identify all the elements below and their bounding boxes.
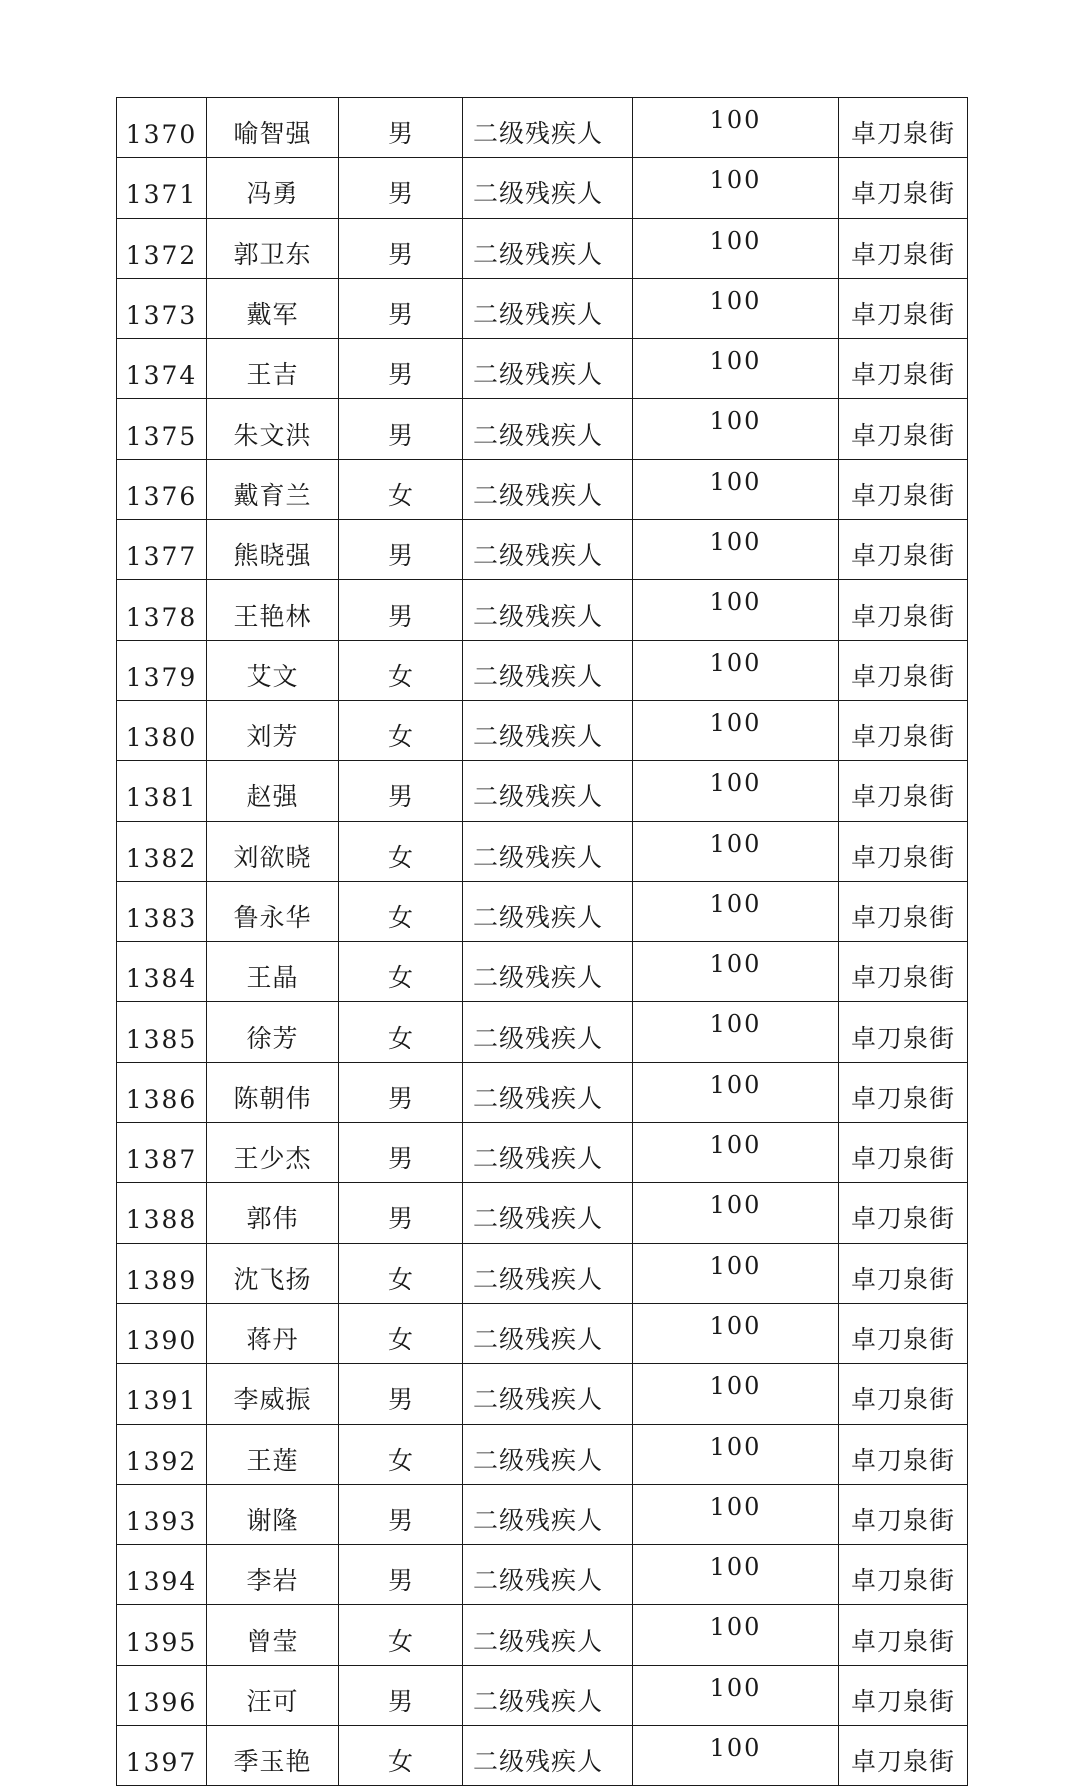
table-row xyxy=(117,1303,968,1363)
disability-level-cell: 二级残疾人 xyxy=(463,1002,633,1062)
row-number-cell: 1379 xyxy=(117,640,207,700)
gender-cell: 男 xyxy=(339,520,463,580)
street-cell: 卓刀泉街 xyxy=(839,580,968,640)
row-number-cell: 1396 xyxy=(117,1665,207,1725)
gender-cell: 女 xyxy=(339,1243,463,1303)
disability-level-cell: 二级残疾人 xyxy=(463,520,633,580)
name-cell: 郭伟 xyxy=(207,1183,339,1243)
amount-cell: 100 xyxy=(633,1123,839,1183)
table-row xyxy=(117,1183,968,1243)
amount-cell: 100 xyxy=(633,1545,839,1605)
row-number-cell: 1397 xyxy=(117,1726,207,1786)
gender-cell: 女 xyxy=(339,700,463,760)
amount-cell: 100 xyxy=(633,218,839,278)
disability-level-cell: 二级残疾人 xyxy=(463,459,633,519)
gender-cell: 男 xyxy=(339,1183,463,1243)
gender-cell: 男 xyxy=(339,1484,463,1544)
table-row xyxy=(117,399,968,459)
table-row xyxy=(117,1484,968,1544)
name-cell: 谢隆 xyxy=(207,1484,339,1544)
disability-level-cell: 二级残疾人 xyxy=(463,158,633,218)
name-cell: 汪可 xyxy=(207,1665,339,1725)
table-row xyxy=(117,98,968,158)
disability-level-cell: 二级残疾人 xyxy=(463,761,633,821)
table-row xyxy=(117,278,968,338)
amount-cell: 100 xyxy=(633,339,839,399)
gender-cell: 男 xyxy=(339,1062,463,1122)
street-cell: 卓刀泉街 xyxy=(839,1364,968,1424)
table-row xyxy=(117,1424,968,1484)
row-number-cell: 1388 xyxy=(117,1183,207,1243)
disability-level-cell: 二级残疾人 xyxy=(463,339,633,399)
disability-level-cell: 二级残疾人 xyxy=(463,821,633,881)
street-cell: 卓刀泉街 xyxy=(839,1183,968,1243)
amount-cell: 100 xyxy=(633,881,839,941)
disability-level-cell: 二级残疾人 xyxy=(463,1243,633,1303)
row-number-cell: 1373 xyxy=(117,278,207,338)
row-number-cell: 1387 xyxy=(117,1123,207,1183)
amount-cell: 100 xyxy=(633,520,839,580)
row-number-cell: 1378 xyxy=(117,580,207,640)
gender-cell: 男 xyxy=(339,339,463,399)
table-row xyxy=(117,1605,968,1665)
table-row xyxy=(117,339,968,399)
gender-cell: 男 xyxy=(339,158,463,218)
amount-cell: 100 xyxy=(633,278,839,338)
name-cell: 蒋丹 xyxy=(207,1303,339,1363)
row-number-cell: 1376 xyxy=(117,459,207,519)
table-row xyxy=(117,821,968,881)
amount-cell: 100 xyxy=(633,1605,839,1665)
street-cell: 卓刀泉街 xyxy=(839,278,968,338)
street-cell: 卓刀泉街 xyxy=(839,640,968,700)
street-cell: 卓刀泉街 xyxy=(839,761,968,821)
amount-cell: 100 xyxy=(633,1364,839,1424)
row-number-cell: 1371 xyxy=(117,158,207,218)
disability-level-cell: 二级残疾人 xyxy=(463,1062,633,1122)
amount-cell: 100 xyxy=(633,1726,839,1786)
table-row xyxy=(117,1726,968,1786)
name-cell: 季玉艳 xyxy=(207,1726,339,1786)
amount-cell: 100 xyxy=(633,761,839,821)
row-number-cell: 1389 xyxy=(117,1243,207,1303)
row-number-cell: 1372 xyxy=(117,218,207,278)
row-number-cell: 1395 xyxy=(117,1605,207,1665)
amount-cell: 100 xyxy=(633,1484,839,1544)
gender-cell: 男 xyxy=(339,1364,463,1424)
name-cell: 冯勇 xyxy=(207,158,339,218)
gender-cell: 男 xyxy=(339,218,463,278)
amount-cell: 100 xyxy=(633,1002,839,1062)
amount-cell: 100 xyxy=(633,1243,839,1303)
name-cell: 王少杰 xyxy=(207,1123,339,1183)
street-cell: 卓刀泉街 xyxy=(839,881,968,941)
disability-level-cell: 二级残疾人 xyxy=(463,942,633,1002)
row-number-cell: 1393 xyxy=(117,1484,207,1544)
name-cell: 朱文洪 xyxy=(207,399,339,459)
row-number-cell: 1391 xyxy=(117,1364,207,1424)
table-row xyxy=(117,1062,968,1122)
gender-cell: 女 xyxy=(339,821,463,881)
disability-level-cell: 二级残疾人 xyxy=(463,881,633,941)
street-cell: 卓刀泉街 xyxy=(839,1484,968,1544)
table-row xyxy=(117,700,968,760)
table-row xyxy=(117,1123,968,1183)
name-cell: 沈飞扬 xyxy=(207,1243,339,1303)
amount-cell: 100 xyxy=(633,580,839,640)
street-cell: 卓刀泉街 xyxy=(839,399,968,459)
gender-cell: 女 xyxy=(339,1303,463,1363)
name-cell: 刘欲晓 xyxy=(207,821,339,881)
gender-cell: 男 xyxy=(339,278,463,338)
amount-cell: 100 xyxy=(633,942,839,1002)
row-number-cell: 1383 xyxy=(117,881,207,941)
gender-cell: 男 xyxy=(339,1123,463,1183)
amount-cell: 100 xyxy=(633,700,839,760)
street-cell: 卓刀泉街 xyxy=(839,1002,968,1062)
name-cell: 李威振 xyxy=(207,1364,339,1424)
row-number-cell: 1384 xyxy=(117,942,207,1002)
name-cell: 喻智强 xyxy=(207,98,339,158)
disability-level-cell: 二级残疾人 xyxy=(463,1364,633,1424)
table-row xyxy=(117,580,968,640)
name-cell: 陈朝伟 xyxy=(207,1062,339,1122)
name-cell: 戴育兰 xyxy=(207,459,339,519)
amount-cell: 100 xyxy=(633,1183,839,1243)
street-cell: 卓刀泉街 xyxy=(839,1243,968,1303)
amount-cell: 100 xyxy=(633,158,839,218)
amount-cell: 100 xyxy=(633,1665,839,1725)
disability-level-cell: 二级残疾人 xyxy=(463,98,633,158)
street-cell: 卓刀泉街 xyxy=(839,821,968,881)
disability-level-cell: 二级残疾人 xyxy=(463,399,633,459)
name-cell: 李岩 xyxy=(207,1545,339,1605)
amount-cell: 100 xyxy=(633,399,839,459)
street-cell: 卓刀泉街 xyxy=(839,158,968,218)
disability-level-cell: 二级残疾人 xyxy=(463,1605,633,1665)
street-cell: 卓刀泉街 xyxy=(839,520,968,580)
subsidy-list-table xyxy=(116,97,968,1786)
disability-level-cell: 二级残疾人 xyxy=(463,1665,633,1725)
amount-cell: 100 xyxy=(633,1303,839,1363)
street-cell: 卓刀泉街 xyxy=(839,1726,968,1786)
gender-cell: 女 xyxy=(339,881,463,941)
row-number-cell: 1377 xyxy=(117,520,207,580)
row-number-cell: 1370 xyxy=(117,98,207,158)
table-row xyxy=(117,459,968,519)
row-number-cell: 1392 xyxy=(117,1424,207,1484)
street-cell: 卓刀泉街 xyxy=(839,1665,968,1725)
gender-cell: 女 xyxy=(339,942,463,1002)
gender-cell: 男 xyxy=(339,580,463,640)
amount-cell: 100 xyxy=(633,98,839,158)
name-cell: 王莲 xyxy=(207,1424,339,1484)
name-cell: 熊晓强 xyxy=(207,520,339,580)
name-cell: 王吉 xyxy=(207,339,339,399)
disability-level-cell: 二级残疾人 xyxy=(463,580,633,640)
disability-level-cell: 二级残疾人 xyxy=(463,1726,633,1786)
street-cell: 卓刀泉街 xyxy=(839,339,968,399)
amount-cell: 100 xyxy=(633,1424,839,1484)
name-cell: 徐芳 xyxy=(207,1002,339,1062)
street-cell: 卓刀泉街 xyxy=(839,459,968,519)
row-number-cell: 1390 xyxy=(117,1303,207,1363)
table-row xyxy=(117,881,968,941)
name-cell: 王艳林 xyxy=(207,580,339,640)
disability-level-cell: 二级残疾人 xyxy=(463,1484,633,1544)
table-row xyxy=(117,1002,968,1062)
table-row xyxy=(117,1545,968,1605)
street-cell: 卓刀泉街 xyxy=(839,1123,968,1183)
street-cell: 卓刀泉街 xyxy=(839,1424,968,1484)
row-number-cell: 1381 xyxy=(117,761,207,821)
table-body xyxy=(117,98,968,1786)
name-cell: 艾文 xyxy=(207,640,339,700)
amount-cell: 100 xyxy=(633,821,839,881)
gender-cell: 男 xyxy=(339,1665,463,1725)
street-cell: 卓刀泉街 xyxy=(839,942,968,1002)
street-cell: 卓刀泉街 xyxy=(839,1605,968,1665)
gender-cell: 女 xyxy=(339,459,463,519)
row-number-cell: 1386 xyxy=(117,1062,207,1122)
row-number-cell: 1385 xyxy=(117,1002,207,1062)
name-cell: 鲁永华 xyxy=(207,881,339,941)
table-row xyxy=(117,1243,968,1303)
gender-cell: 女 xyxy=(339,1605,463,1665)
table-row xyxy=(117,520,968,580)
row-number-cell: 1394 xyxy=(117,1545,207,1605)
disability-level-cell: 二级残疾人 xyxy=(463,1123,633,1183)
name-cell: 曾莹 xyxy=(207,1605,339,1665)
gender-cell: 男 xyxy=(339,98,463,158)
table-row xyxy=(117,218,968,278)
table-row xyxy=(117,158,968,218)
amount-cell: 100 xyxy=(633,1062,839,1122)
name-cell: 赵强 xyxy=(207,761,339,821)
amount-cell: 100 xyxy=(633,640,839,700)
gender-cell: 女 xyxy=(339,1002,463,1062)
disability-level-cell: 二级残疾人 xyxy=(463,700,633,760)
name-cell: 郭卫东 xyxy=(207,218,339,278)
table-row xyxy=(117,942,968,1002)
gender-cell: 女 xyxy=(339,1424,463,1484)
row-number-cell: 1374 xyxy=(117,339,207,399)
row-number-cell: 1382 xyxy=(117,821,207,881)
row-number-cell: 1375 xyxy=(117,399,207,459)
disability-level-cell: 二级残疾人 xyxy=(463,1424,633,1484)
gender-cell: 女 xyxy=(339,1726,463,1786)
disability-level-cell: 二级残疾人 xyxy=(463,1183,633,1243)
street-cell: 卓刀泉街 xyxy=(839,218,968,278)
gender-cell: 男 xyxy=(339,761,463,821)
amount-cell: 100 xyxy=(633,459,839,519)
name-cell: 王晶 xyxy=(207,942,339,1002)
table-row xyxy=(117,1364,968,1424)
row-number-cell: 1380 xyxy=(117,700,207,760)
name-cell: 刘芳 xyxy=(207,700,339,760)
street-cell: 卓刀泉街 xyxy=(839,700,968,760)
street-cell: 卓刀泉街 xyxy=(839,1062,968,1122)
gender-cell: 男 xyxy=(339,1545,463,1605)
street-cell: 卓刀泉街 xyxy=(839,98,968,158)
table-row xyxy=(117,1665,968,1725)
disability-level-cell: 二级残疾人 xyxy=(463,278,633,338)
disability-level-cell: 二级残疾人 xyxy=(463,640,633,700)
disability-level-cell: 二级残疾人 xyxy=(463,1303,633,1363)
street-cell: 卓刀泉街 xyxy=(839,1303,968,1363)
disability-level-cell: 二级残疾人 xyxy=(463,1545,633,1605)
gender-cell: 女 xyxy=(339,640,463,700)
table-row xyxy=(117,640,968,700)
disability-level-cell: 二级残疾人 xyxy=(463,218,633,278)
street-cell: 卓刀泉街 xyxy=(839,1545,968,1605)
name-cell: 戴军 xyxy=(207,278,339,338)
gender-cell: 男 xyxy=(339,399,463,459)
table-row xyxy=(117,761,968,821)
